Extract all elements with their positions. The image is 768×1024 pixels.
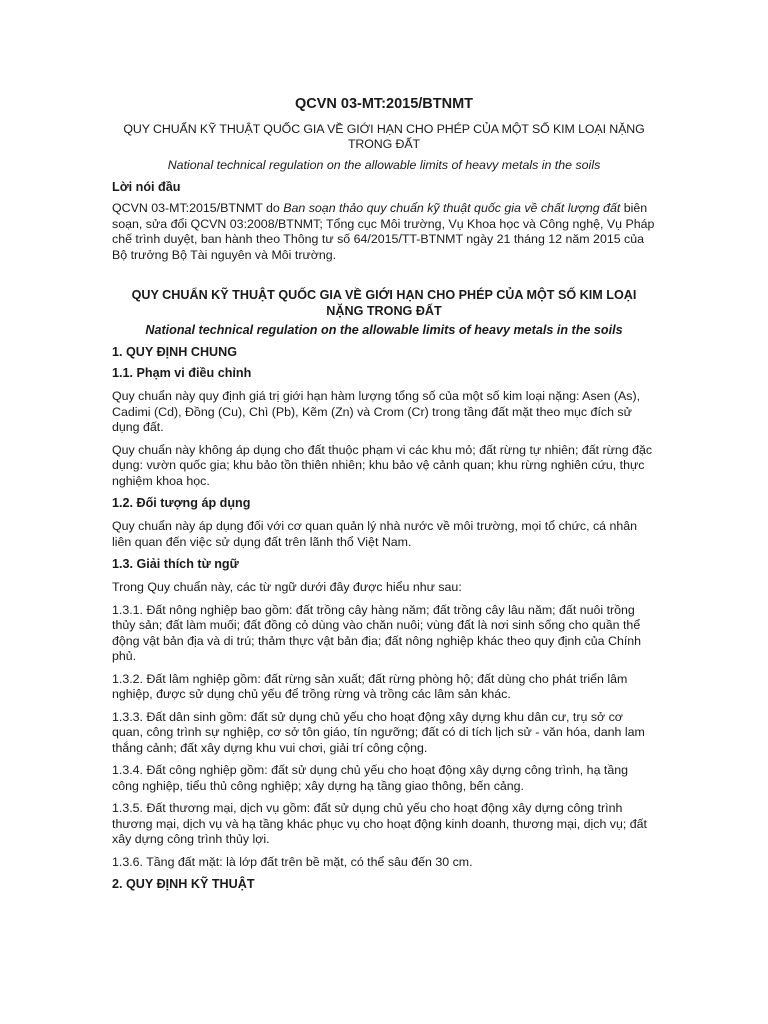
foreword-heading: Lời nói đầu (112, 180, 181, 194)
foreword-prefix: QCVN 03-MT:2015/BTNMT do (112, 201, 284, 215)
document-code: QCVN 03-MT:2015/BTNMT (294, 96, 474, 112)
section-1-3-intro: Trong Quy chuẩn này, các từ ngữ dưới đây được hiểu như sau: (112, 580, 462, 594)
definition-1-3-2: 1.3.2. Đất lâm nghiệp gồm: đất rừng sản xuất; đất rừng phòng hộ; đất dùng cho phát triển lâm nghiệp, được sử dụng chủ yếu để trồng rừng và trồng các lâm sản khác. (112, 671, 628, 701)
main-title-en: National technical regulation on the allowable limits of heavy metals in the soils (145, 323, 623, 337)
section-1-3-heading: 1.3. Giải thích từ ngữ (112, 557, 239, 571)
main-title-vi: QUY CHUẨN KỸ THUẬT QUỐC GIA VỀ GIỚI HẠN CHO PHÉP CỦA MỘT SỐ KIM LOẠI NẶNG TRONG ĐẤT (131, 288, 637, 318)
document-title-en: National technical regulation on the allowable limits of heavy metals in the soils (167, 158, 601, 172)
definition-1-3-4: 1.3.4. Đất công nghiệp gồm: đất sử dụng chủ yếu cho hoạt động xây dựng công trình, hạ tầng công nghiệp, tiểu thủ công nghiệp; xây dựng hạ tầng giao thông, bến cảng. (112, 763, 629, 793)
section-2-heading: 2. QUY ĐỊNH KỸ THUẬT (112, 877, 255, 891)
definition-1-3-6: 1.3.6. Tầng đất mặt: là lớp đất trên bề mặt, có thể sâu đến 30 cm. (112, 854, 473, 869)
definition-1-3-1: 1.3.1. Đất nông nghiệp bao gồm: đất trồng cây hàng năm; đất trồng cây lâu năm; đất nuôi trồng thủy sản; đất làm muối; đất đồng cỏ dùng vào chăn nuôi; vùng đất là nơi sinh sống cho quần thể động vật bản địa và di trú; thảm thực vật bản địa; đất nông nghiệp khác theo quy định của Chính phủ. (112, 602, 642, 663)
section-1-1-paragraph-2: Quy chuẩn này không áp dụng cho đất thuộc phạm vi các khu mỏ; đất rừng tự nhiên; đất rừng đặc dụng: vườn quốc gia; khu bảo tồn thiên nhiên; khu bảo vệ cảnh quan; khu rừng nghiên cứu, thực nghiệm khoa học. (112, 442, 653, 488)
section-1-2-paragraph: Quy chuẩn này áp dụng đối với cơ quan quản lý nhà nước về môi trường, mọi tổ chức, cá nhân liên quan đến việc sử dụng đất trên lãnh thổ Việt Nam. (112, 519, 638, 549)
section-1-1-paragraph-1: Quy chuẩn này quy định giá trị giới hạn hàm lượng tổng số của một số kim loại nặng: Asen (As), Cadimi (Cd), Đồng (Cu), Chì (Pb), Kẽm (Zn) và Crom (Cr) trong tầng đất mặt theo mục đích sử dụng đất. (112, 389, 641, 434)
section-1-1-heading: 1.1. Phạm vi điều chỉnh (112, 366, 252, 380)
section-1-2-heading: 1.2. Đối tượng áp dụng (112, 496, 251, 510)
foreword-drafting-board: Ban soạn thảo quy chuẩn kỹ thuật quốc gia về chất lượng đất (283, 201, 621, 215)
definition-1-3-5: 1.3.5. Đất thương mại, dịch vụ gồm: đất sử dụng chủ yếu cho hoạt động xây dựng công trình thương mại, dịch vụ và hạ tầng khác phục vụ cho hoạt động kinh doanh, thương mại, dịch vụ; đất xây dựng công trình thủy lợi. (112, 801, 647, 846)
foreword-paragraph (112, 201, 656, 263)
document-page (112, 96, 656, 898)
definition-1-3-3: 1.3.3. Đất dân sinh gồm: đất sử dụng chủ yếu cho hoạt động xây dựng khu dân cư, trụ sở cơ quan, công trình sự nghiệp, cơ sở tôn giáo, tín ngưỡng; đất có di tích lịch sử - văn hóa, danh lam thắng cảnh; đất xây dựng khu vui chơi, giải trí công cộng. (112, 709, 645, 755)
document-title-vi: QUY CHUẨN KỸ THUẬT QUỐC GIA VỀ GIỚI HẠN CHO PHÉP CỦA MỘT SỐ KIM LOẠI NẶNG TRONG ĐẤT (123, 122, 645, 151)
foreword-rest: biên soạn, sửa đổi QCVN 03:2008/BTNMT; Tổng cục Môi trường, Vụ Khoa học và Công nghệ, Vụ Pháp chế trình duyệt, ban hành theo Thông tư số 64/2015/TT-BTNMT ngày 21 tháng 12 năm 2015 của Bộ trưởng Bộ Tài nguyên và Môi trường. (112, 201, 655, 262)
section-1-heading: 1. QUY ĐỊNH CHUNG (112, 345, 238, 359)
